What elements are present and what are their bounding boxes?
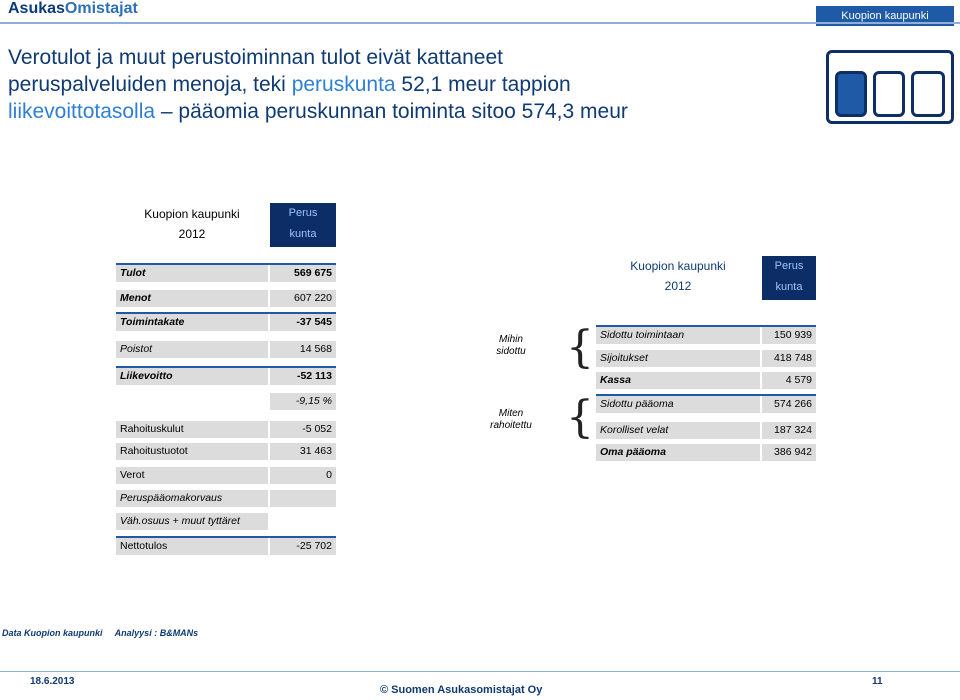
footer-divider bbox=[0, 671, 960, 672]
row-rahoituskulut-value: -5 052 bbox=[270, 421, 336, 438]
title-part4: – pääomia peruskunnan toiminta sitoo 574,3 meur bbox=[155, 100, 628, 123]
row-rahoitustuotot-label: Rahoitustuotot bbox=[116, 443, 268, 460]
company-logo-icon bbox=[826, 50, 954, 124]
row-menot-value: 607 220 bbox=[270, 290, 336, 307]
right-row-sijoitukset-value: 418 748 bbox=[762, 350, 816, 367]
row-nettotulos-value: -25 702 bbox=[270, 538, 336, 555]
right-header-perus: Perus kunta bbox=[762, 256, 816, 300]
title-part2: peruspalveluiden menoja, teki bbox=[8, 73, 292, 96]
brace-bottom-icon: { bbox=[566, 392, 594, 443]
title-highlight: peruskunta bbox=[291, 73, 396, 96]
right-row-oma-paaoma-label: Oma pääoma bbox=[596, 444, 760, 461]
row-peruspaomakorvaus-label: Peruspääomakorvaus bbox=[116, 490, 268, 507]
row-rahoitustuotot-value: 31 463 bbox=[270, 443, 336, 460]
title-link: liikevoittotasolla bbox=[8, 100, 156, 123]
left-header-city: Kuopion kaupunki 2012 bbox=[144, 207, 240, 241]
footer-date: 18.6.2013 bbox=[30, 676, 75, 687]
page-number: 11 bbox=[872, 676, 883, 687]
row-verot-value: 0 bbox=[270, 467, 336, 484]
right-row-korolliset-velat-label: Korolliset velat bbox=[596, 422, 760, 439]
right-row-oma-paaoma-value: 386 942 bbox=[762, 444, 816, 461]
row-tulot-label: Tulot bbox=[116, 265, 268, 282]
row-verot-label: Verot bbox=[116, 467, 268, 484]
row-liikevoitto-value: -52 113 bbox=[270, 368, 336, 385]
left-header-perus: Perus kunta bbox=[270, 203, 336, 247]
right-header-city: Kuopion kaupunki 2012 bbox=[630, 259, 726, 293]
brand-part1: Asukas bbox=[8, 0, 65, 17]
brace-top-icon: { bbox=[566, 322, 594, 373]
right-row-sijoitukset-label: Sijoitukset bbox=[596, 350, 760, 367]
row-tulot-value: 569 675 bbox=[270, 265, 336, 282]
brand-logo-text bbox=[8, 0, 138, 18]
row-liikevoitto-label: Liikevoitto bbox=[116, 368, 268, 385]
row-peruspaomakorvaus-value bbox=[270, 490, 336, 507]
right-row-kassa-label: Kassa bbox=[596, 372, 760, 389]
row-toimintakate-label: Toimintakate bbox=[116, 314, 268, 331]
mihin-sidottu-label: Mihin sidottu bbox=[496, 334, 526, 357]
row-toimintakate-value: -37 545 bbox=[270, 314, 336, 331]
miten-rahoitettu-label: Miten rahoitettu bbox=[490, 408, 532, 431]
client-tag: Kuopion kaupunki bbox=[816, 6, 954, 26]
right-row-sidottu-paaoma-value: 574 266 bbox=[762, 396, 816, 413]
right-row-sidottu-toimintaan-label: Sidottu toimintaan bbox=[596, 327, 760, 344]
right-row-korolliset-velat-value: 187 324 bbox=[762, 422, 816, 439]
brand-part2: Omistajat bbox=[64, 0, 138, 17]
header-divider bbox=[0, 22, 960, 24]
row-ratio-value: -9,15 % bbox=[270, 393, 336, 410]
right-row-sidottu-toimintaan-value: 150 939 bbox=[762, 327, 816, 344]
footer-copyright: © Suomen Asukasomistajat Oy bbox=[380, 684, 543, 696]
row-menot-label: Menot bbox=[116, 290, 268, 307]
title-part1: Verotulot ja muut perustoiminnan tulot eivät kattaneet bbox=[8, 46, 503, 69]
row-rahoituskulut-label: Rahoituskulut bbox=[116, 421, 268, 438]
row-poistot-value: 14 568 bbox=[270, 341, 336, 358]
row-nettotulos-label: Nettotulos bbox=[116, 538, 268, 555]
data-source-label: Data Kuopion kaupunki Analyysi : B&MANs bbox=[2, 628, 199, 638]
right-row-sidottu-paaoma-label: Sidottu pääoma bbox=[596, 396, 760, 413]
title-part3: 52,1 meur tappion bbox=[395, 73, 571, 96]
row-poistot-label: Poistot bbox=[116, 341, 268, 358]
right-row-kassa-value: 4 579 bbox=[762, 372, 816, 389]
row-vah-osuus-label: Väh.osuus + muut tyttäret bbox=[116, 513, 268, 530]
page-title bbox=[8, 44, 808, 125]
